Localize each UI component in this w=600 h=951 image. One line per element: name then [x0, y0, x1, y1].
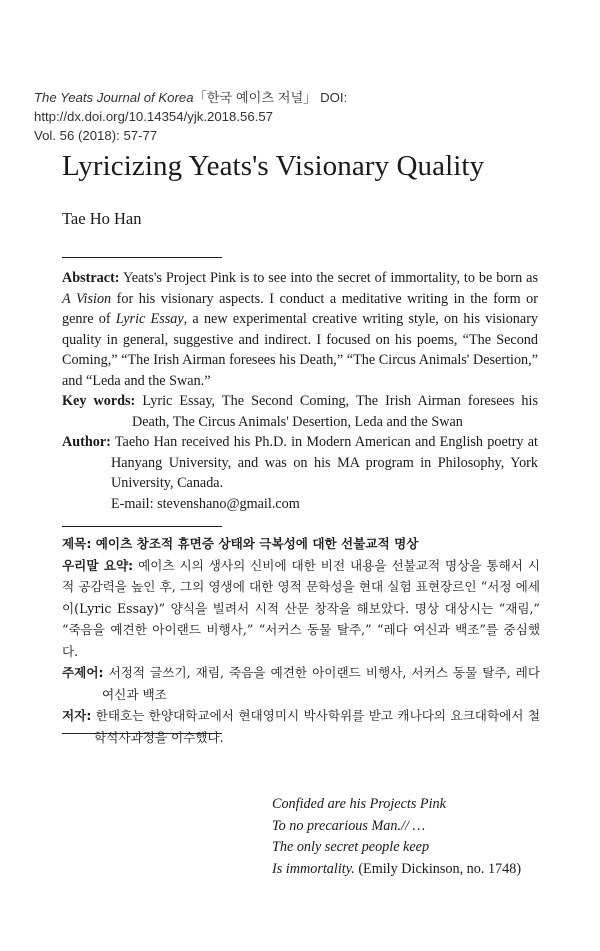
english-abstract-section — [62, 268, 538, 514]
korean-keywords-paragraph — [62, 662, 540, 705]
abstract-label: Abstract: — [62, 270, 120, 286]
paper-author: Tae Ho Han — [62, 209, 142, 228]
epigraph — [272, 794, 521, 880]
journal-doi: DOI: http://dx.doi.org/10.14354/yjk.2018.56.57 — [34, 90, 348, 124]
korean-author-paragraph — [62, 705, 540, 748]
journal-korean-name: 「한국 예이츠 저널」 — [193, 90, 317, 105]
epigraph-line: To no precarious Man.// … — [272, 817, 426, 834]
korean-abstract-section — [62, 533, 540, 748]
korean-keywords-label: 주제어: — [62, 665, 104, 680]
korean-abstract-paragraph — [62, 555, 540, 663]
korean-title-text: 예이츠 창조적 휴면증 상태와 극복성에 대한 선불교적 명상 — [91, 536, 419, 551]
abstract-text: for his visionary aspects. I conduct a meditative writing in the form or genre of — [62, 290, 538, 327]
epigraph-line: Confided are his Projects Pink — [272, 796, 446, 812]
korean-abstract-label: 우리말 요약: — [62, 557, 134, 573]
epigraph-attribution: (Emily Dickinson, no. 1748) — [354, 860, 522, 877]
korean-keywords-text: 서정적 글쓰기, 재림, 죽음을 예견한 아이랜드 비행사, 서커스 동물 탈주, 레다 여신과 백조 — [102, 665, 540, 702]
abstract-text: , a new experimental creative writing style, on his visionary quality in general, suggestive and indirect. I focused on his poems, “The Second Coming,” “The Irish Airman foresees his Death,” “The Circus Animals' Desertion,” and “Leda and the Swan.” — [62, 311, 539, 389]
korean-abstract-text: 예이츠 시의 생사의 신비에 대한 비전 내용을 선불교적 명상을 통해서 시적 공감력을 높인 후, 그의 영생에 대한 영적 문학성을 현대 실험 표현장르인 “서정 에세이(Lyric Essay)” 양식을 빌려서 시적 산문 창작을 해보았다. 명상 대상시는 “재림,” “죽음을 예견한 아이랜드 비행사,” “서커스 동물 탈주,” “레다 여신과 백조”를 중심했다. — [62, 557, 541, 659]
keywords-label: Key words: — [62, 393, 136, 409]
epigraph-line: Is immortality. — [272, 860, 355, 877]
journal-header — [34, 88, 574, 145]
epigraph-last-line — [272, 859, 521, 881]
journal-volume: Vol. 56 (2018): 57-77 — [34, 128, 158, 143]
korean-title-label: 제목: — [62, 536, 92, 551]
abstract-italic-title: A Vision — [62, 290, 112, 307]
abstract-paragraph — [62, 268, 538, 391]
divider-rule-middle — [62, 526, 222, 527]
divider-rule-top — [62, 257, 222, 258]
author-email: E-mail: stevenshano@gmail.com — [111, 495, 300, 512]
author-bio-label: Author: — [62, 434, 111, 450]
korean-author-label: 저자: — [62, 708, 92, 723]
keywords-paragraph — [62, 391, 538, 432]
author-bio-text: Taeho Han received his Ph.D. in Modern American and English poetry at Hanyang University, and was on his MA program in Philosophy, York University, Canada. — [110, 434, 538, 491]
author-bio-paragraph — [62, 432, 538, 494]
journal-name: The Yeats Journal of Korea — [34, 90, 194, 105]
keywords-text: Lyric Essay, The Second Coming, The Irish Airman foresees his Death, The Circus Animals' Desertion, Leda and the Swan — [132, 393, 538, 430]
korean-title-paragraph — [62, 533, 540, 555]
paper-title: Lyricizing Yeats's Visionary Quality — [62, 150, 485, 182]
epigraph-line: The only secret people keep — [272, 839, 430, 855]
abstract-text: Yeats's Project Pink is to see into the secret of immortality, to be born as — [119, 270, 538, 286]
korean-author-text: 한태호는 한양대학교에서 현대영미시 박사학위를 받고 캐나다의 요크대학에서 철학석사과정을 이수했다. — [91, 708, 540, 745]
abstract-italic-genre: Lyric Essay — [115, 311, 184, 327]
journal-citation-line — [34, 88, 574, 126]
divider-rule-bottom — [62, 733, 222, 734]
